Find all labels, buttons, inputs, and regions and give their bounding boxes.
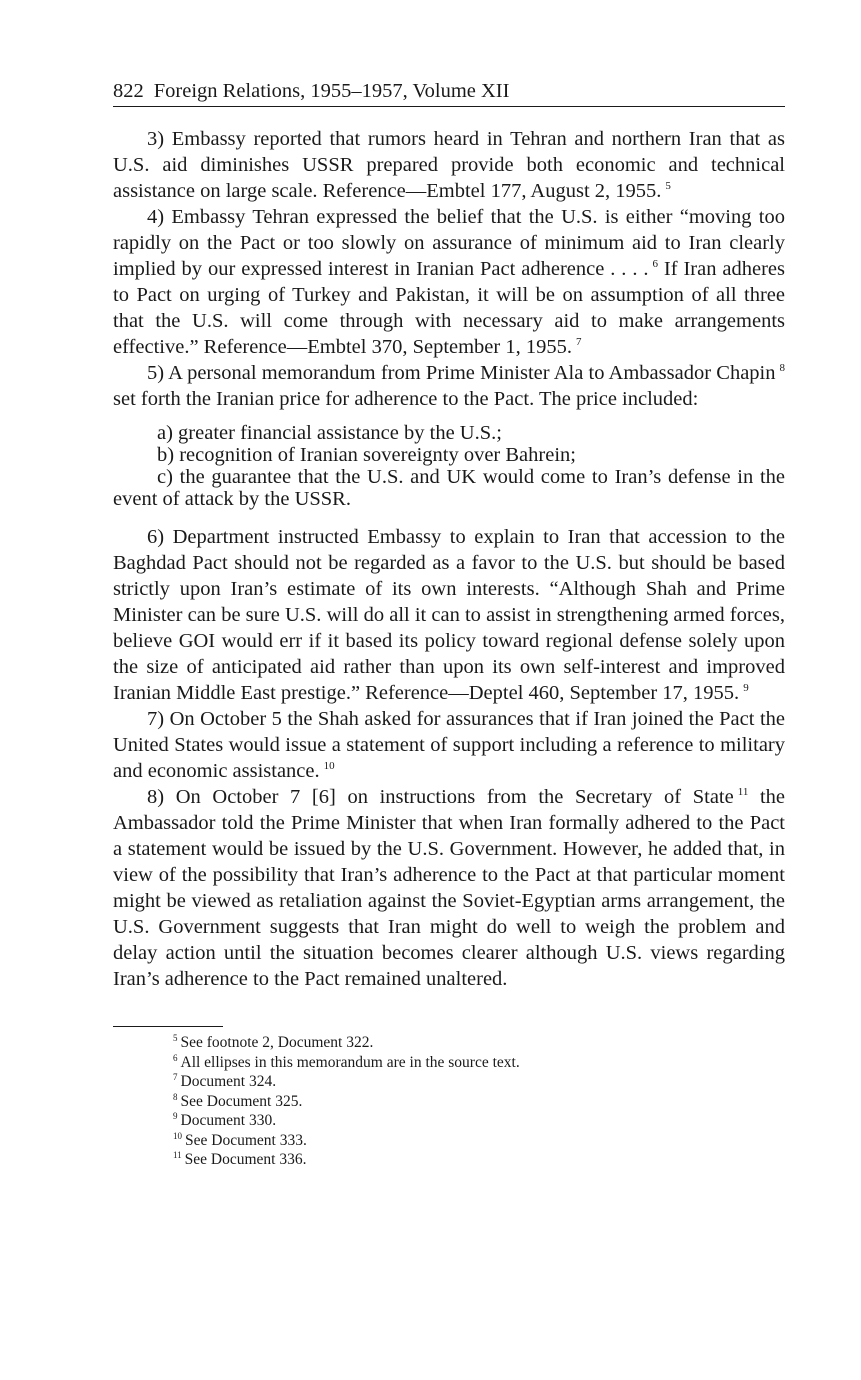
footnote-ref-7: 7 [576, 336, 582, 348]
footnote [173, 1033, 785, 1053]
footnote-text: See Document 336. [184, 1151, 307, 1168]
footnote-text: See footnote 2, Document 322. [180, 1034, 374, 1051]
footnote-ref-10: 10 [323, 760, 335, 772]
footnote-number: 10 [173, 1130, 182, 1141]
paragraph-6-text: 6) Department instructed Embassy to explain to Iran that accession to the Baghdad Pact should not be regarded as a favor to the U.S. but should be based strictly upon Iran’s estimate of its own interests. “Although Shah and Prime Minister can be sure U.S. will do all it can to assist in strengthening armed forces, believe GOI would err if it based its policy toward regional defense solely upon the size of anticipated aid rather than upon its own self-interest and improved Iranian Middle East prestige.” Reference—Deptel 460, September 17, 1955. [113, 526, 785, 704]
paragraph-5 [113, 360, 785, 412]
footnote [173, 1150, 785, 1170]
footnote-number: 7 [173, 1072, 178, 1082]
footnote-number: 11 [173, 1150, 182, 1160]
footnote-ref-5: 5 [665, 180, 671, 192]
footnote-number: 5 [173, 1033, 178, 1043]
list-item: b) recognition of Iranian sovereignty over Bahrein; [157, 444, 576, 466]
footnote [173, 1111, 785, 1131]
paragraph-7-text: 7) On October 5 the Shah asked for assurances that if Iran joined the Pact the United States would issue a statement of support including a reference to military and economic assistance. [113, 708, 785, 782]
document-body [113, 126, 785, 992]
paragraph-8 [113, 784, 785, 992]
paragraph-5-text-a: 5) A personal memorandum from Prime Minister Ala to Ambassador Chapin [147, 362, 776, 384]
footnote-text: Document 330. [180, 1112, 277, 1129]
footnote-number: 8 [173, 1091, 178, 1102]
list-item: c) the guarantee that the U.S. and UK would come to Iran’s defense in the event of attack by the USSR. [113, 466, 785, 510]
document-page [113, 78, 785, 1170]
paragraph-4-text-b: If Iran adheres to Pact on urging of Turkey and Pakistan, it will be on assumption of all three that the U.S. will come through with necessary aid to make arrangements effective.” Reference—Embtel 370, September 1, 1955. [113, 258, 785, 358]
paragraph-6 [113, 524, 785, 706]
footnotes [113, 1033, 785, 1170]
paragraph-3 [113, 126, 785, 204]
footnote-text: Document 324. [180, 1073, 277, 1090]
footnote-ref-6: 6 [652, 258, 658, 270]
footnote-ref-8: 8 [779, 362, 785, 374]
paragraph-5-text-b: set forth the Iranian price for adherence to the Pact. The price included: [113, 388, 699, 410]
paragraph-4 [113, 204, 785, 360]
list-item: a) greater financial assistance by the U.S.; [157, 422, 502, 444]
footnote-divider [113, 1026, 223, 1027]
paragraph-8-text-b: the Ambassador told the Prime Minister that when Iran formally adhered to the Pact a statement would be issued by the U.S. Government. However, he added that, in view of the possibility that Iran’s adherence to the Pact at that particular moment might be viewed as retaliation against the Soviet-Egyptian arms arrangement, the U.S. Government suggests that Iran might do well to weigh the problem and delay action until the situation becomes clearer although U.S. views regarding Iran’s adherence to the Pact remained unaltered. [113, 786, 786, 990]
footnote-number: 6 [173, 1052, 178, 1063]
footnote-ref-9: 9 [743, 682, 749, 694]
paragraph-3-text: 3) Embassy reported that rumors heard in Tehran and northern Iran that as U.S. aid diminishes USSR prepared provide both economic and technical assistance on large scale. Reference—Embtel 177, August 2, 1955. [113, 128, 785, 202]
price-list [113, 422, 785, 510]
footnote [173, 1072, 785, 1092]
footnote [173, 1053, 785, 1073]
footnote-text: All ellipses in this memorandum are in the source text. [180, 1053, 520, 1071]
footnote-ref-11: 11 [737, 786, 749, 798]
footnote-number: 9 [173, 1111, 178, 1121]
paragraph-8-text-a: 8) On October 7 [6] on instructions from the Secretary of State [147, 786, 734, 808]
running-header [113, 78, 785, 107]
page-number: 822 [113, 80, 144, 102]
footnote [173, 1092, 785, 1112]
volume-title: Foreign Relations, 1955–1957, Volume XII [153, 80, 510, 102]
paragraph-7 [113, 706, 785, 784]
paragraph-4-text-a: 4) Embassy Tehran expressed the belief that the U.S. is either “moving too rapidly on the Pact or too slowly on assurance of minimum aid to Iran clearly implied by our expressed interest in Iranian Pact adherence . . . . [113, 206, 785, 280]
footnote [173, 1131, 785, 1151]
footnote-text: See Document 325. [180, 1092, 303, 1110]
footnote-text: See Document 333. [185, 1131, 307, 1149]
